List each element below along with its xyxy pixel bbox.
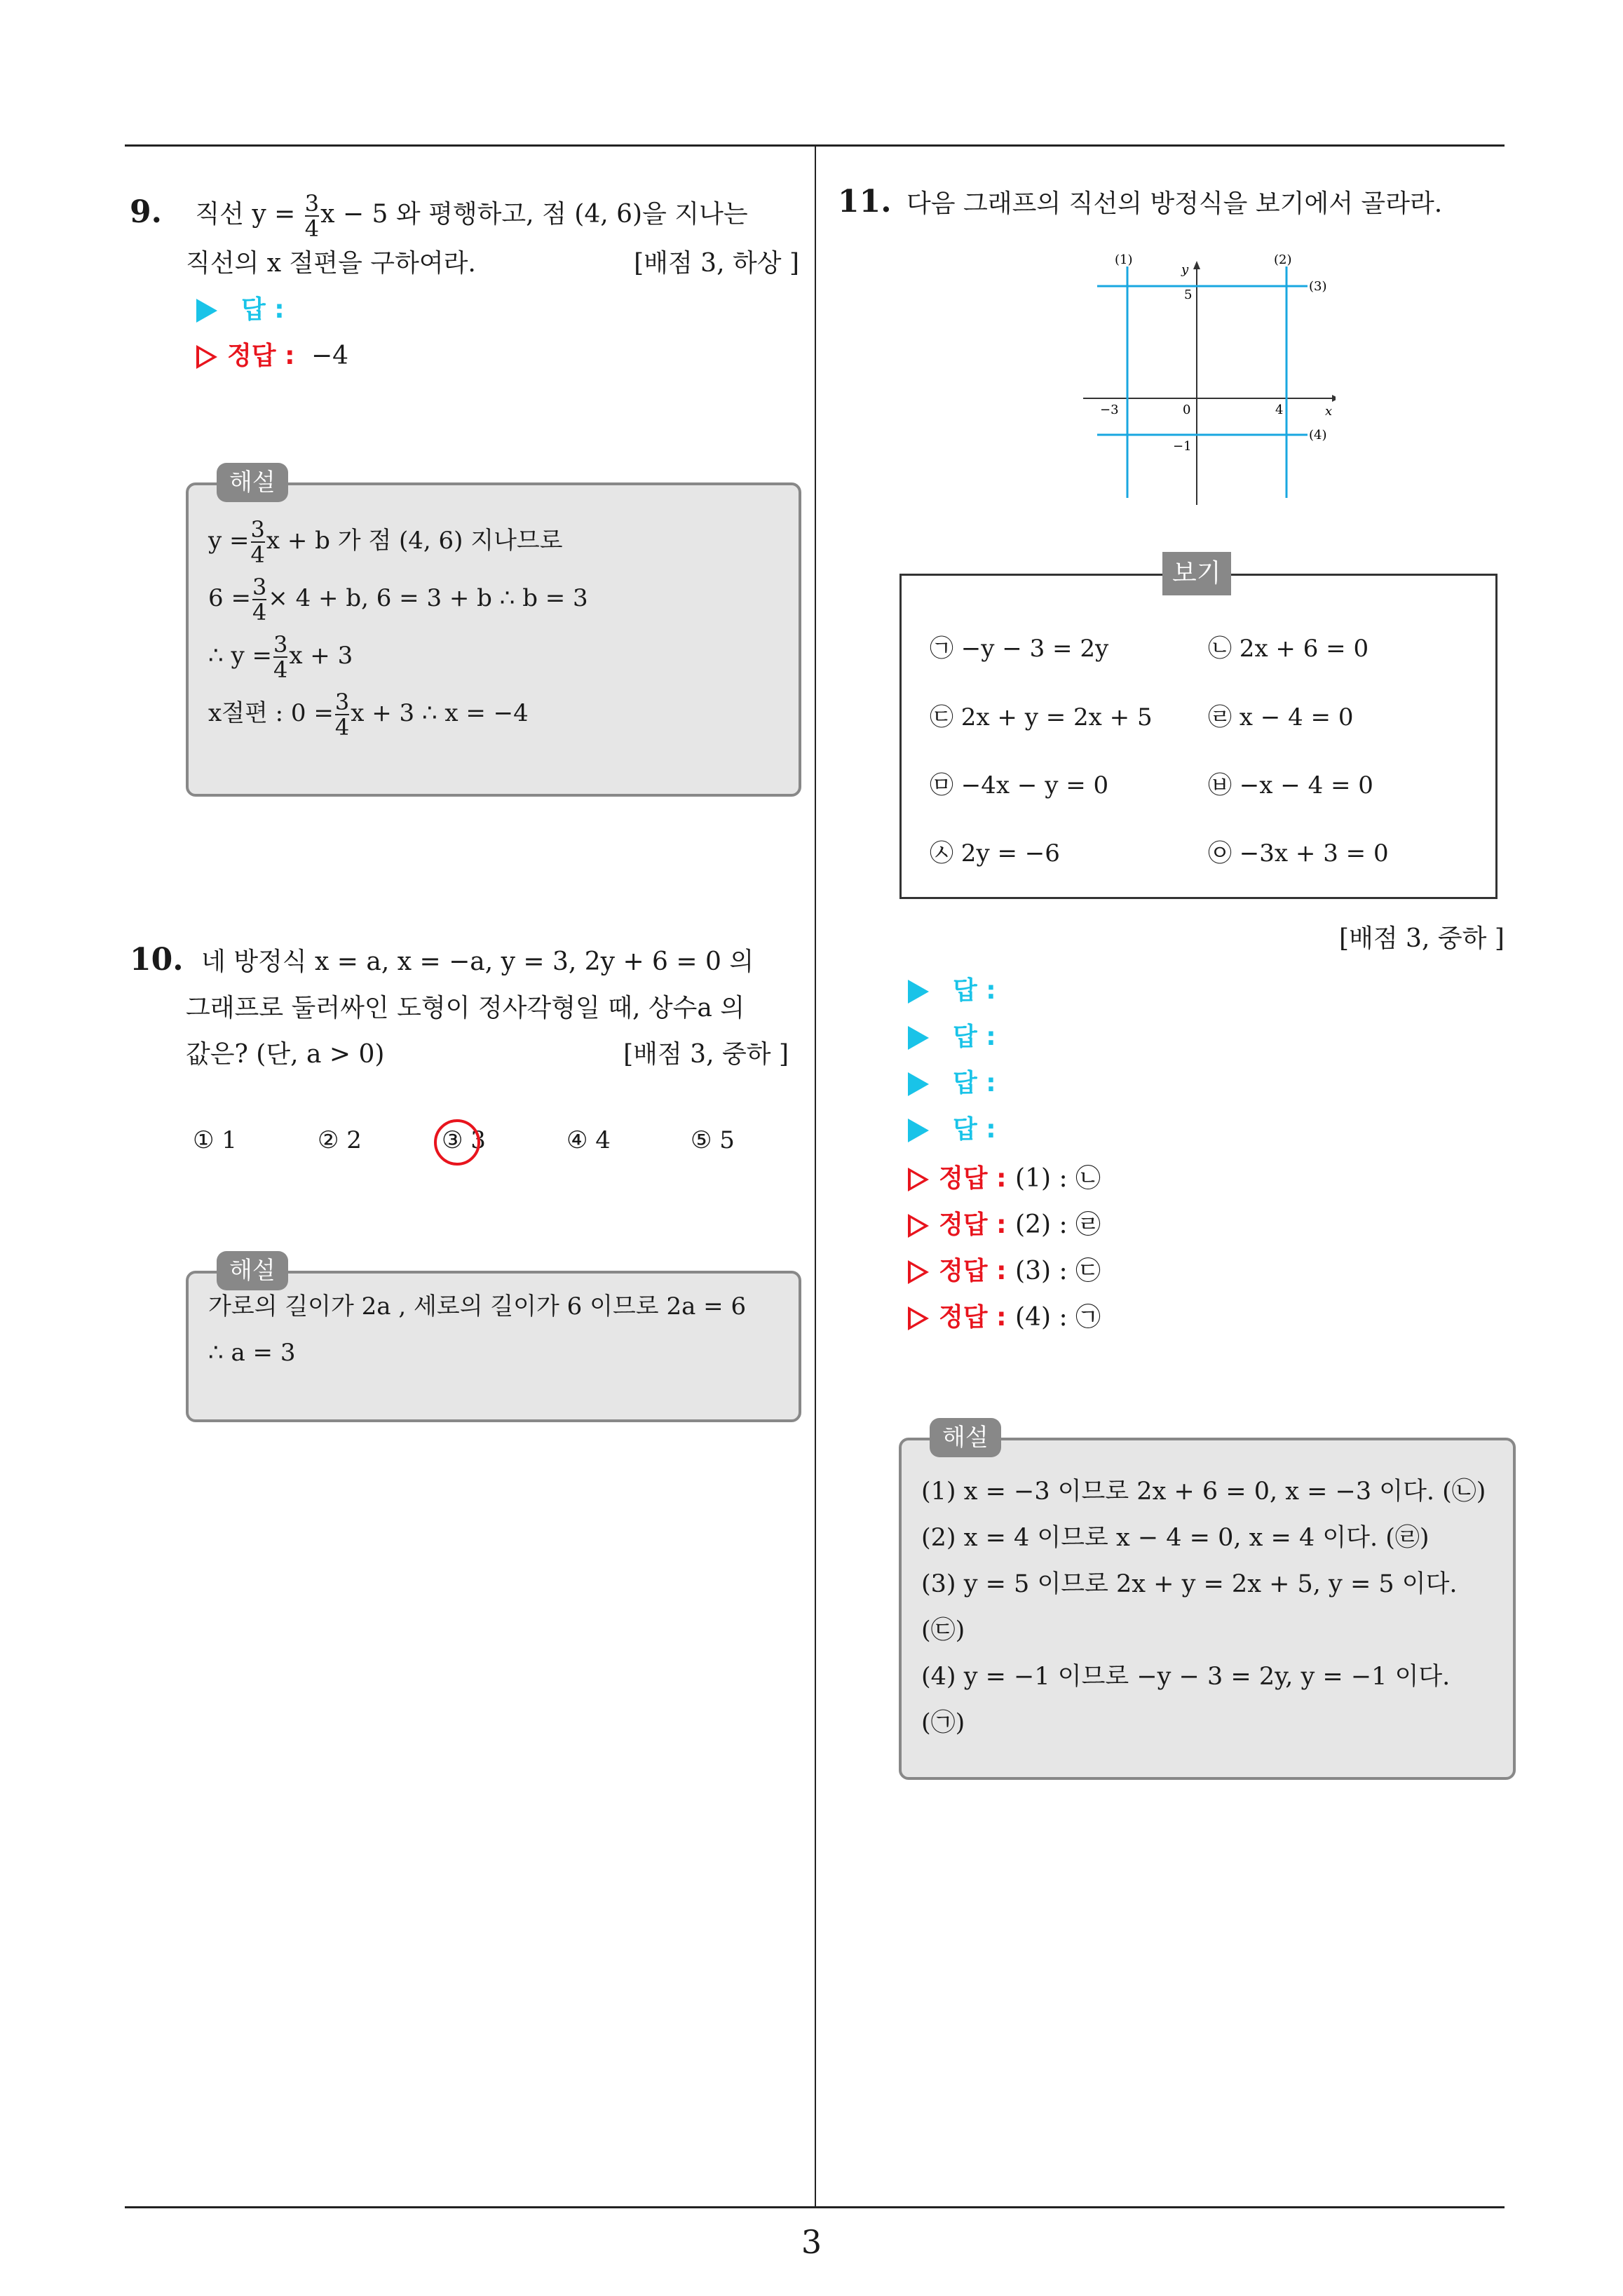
bogi-item: ㉤ −4x − y = 0 [930, 771, 1109, 799]
question-9 [130, 189, 803, 379]
q9-text-pre: 직선 y = [195, 200, 296, 229]
q11-answer-label: 답 : [953, 1022, 996, 1051]
line-label-1: (1) [1115, 252, 1133, 267]
q9-explanation-box [186, 468, 801, 797]
q9-text-post: x − 5 와 평행하고, 점 (4, 6)을 지나는 [320, 200, 748, 229]
choice-5[interactable]: ⑤ 5 [691, 1126, 735, 1154]
q11-explanation-lines [921, 1468, 1486, 1746]
choice-1[interactable]: ① 1 [193, 1126, 237, 1154]
choice-2[interactable]: ② 2 [318, 1126, 362, 1154]
q9-explanation-lines [208, 512, 588, 742]
q10-meta: [배점 3, 중하 ] [623, 1040, 789, 1069]
q9-answer-row [130, 287, 803, 333]
q10-number: 10. [130, 942, 184, 978]
q9-correct-label: 정답 : [227, 342, 295, 370]
column-divider [815, 144, 816, 2208]
answer-arrow-icon [908, 980, 929, 1004]
q10-explanation-box [186, 1257, 801, 1422]
q10-text-line1: 네 방정식 x = a, x = −a, y = 3, 2y + 6 = 0 의 [201, 947, 754, 976]
q9-fraction: $\frac{3}{4}$ [304, 190, 320, 242]
q11-answer-label: 답 : [953, 1069, 996, 1098]
q10-choices [193, 1126, 796, 1168]
q11-graph [1083, 252, 1336, 505]
q11-correct-label: 정답 : [939, 1210, 1007, 1239]
correct-arrow-icon [908, 1260, 929, 1284]
q9-text-line2: 직선의 x 절편을 구하여라. [186, 249, 476, 278]
explain-line: (1) x = −3 이므로 2x + 6 = 0, x = −3 이다. (㉡) [921, 1478, 1486, 1506]
x-axis-label: x [1325, 404, 1333, 419]
choice-3[interactable]: ③ 3 [442, 1126, 486, 1154]
bogi-item: ㉡ 2x + 6 = 0 [1208, 635, 1369, 663]
question-11 [838, 179, 1511, 227]
tick-label-minus1: −1 [1173, 439, 1192, 454]
q11-answers [908, 968, 1101, 1341]
bogi-item: ㉥ −x − 4 = 0 [1208, 771, 1373, 799]
line-label-3: (3) [1309, 279, 1327, 294]
line-label-4: (4) [1309, 428, 1327, 443]
x-axis-arrow-icon [1332, 395, 1336, 402]
q9-number: 9. [130, 194, 162, 230]
explain-line: (㉢) [921, 1616, 965, 1645]
bogi-item: ㉠ −y − 3 = 2y [930, 635, 1109, 663]
q11-correct-label: 정답 : [939, 1303, 1007, 1332]
q11-number: 11. [838, 184, 892, 220]
q9-meta: [배점 3, 하상 ] [634, 249, 799, 278]
selected-circle-mark [434, 1119, 480, 1166]
q9-answer-label: 답 : [241, 295, 285, 324]
answer-arrow-icon [196, 299, 217, 323]
q11-correct-value-4: (4) : ㉠ [1015, 1303, 1101, 1332]
answer-arrow-icon [908, 1026, 929, 1050]
q11-correct-value-3: (3) : ㉢ [1015, 1257, 1101, 1285]
q10-line3 [130, 1032, 803, 1078]
bogi-item: ㉢ 2x + y = 2x + 5 [930, 703, 1153, 731]
q10-line1 [130, 937, 803, 985]
q9-correct-value: −4 [311, 342, 349, 370]
explain-line: (4) y = −1 이므로 −y − 3 = 2y, y = −1 이다. [921, 1663, 1451, 1691]
correct-arrow-icon [908, 1214, 929, 1238]
explain-line: (㉠) [921, 1709, 965, 1737]
line-label-2: (2) [1274, 252, 1292, 267]
correct-arrow-icon [908, 1168, 929, 1191]
q10-explanation-lines [208, 1283, 746, 1376]
bogi-item: ㉧ −3x + 3 = 0 [1208, 839, 1389, 867]
explain-line: ∴ a = 3 [208, 1339, 296, 1367]
choice-4[interactable]: ④ 4 [566, 1126, 611, 1154]
q9-explanation-tag: 해설 [217, 463, 288, 502]
bogi-tag: 보기 [1162, 552, 1231, 595]
explain-line: y = $\frac{3}{4}$ x + b 가 점 (4, 6) 지나므로 [208, 516, 563, 568]
explain-line: 6 = $\frac{3}{4}$ × 4 + b, 6 = 3 + b ∴ b = 3 [208, 574, 588, 626]
q9-line1 [130, 189, 803, 241]
tick-label-4: 4 [1275, 403, 1284, 417]
q11-correct-value-2: (2) : ㉣ [1015, 1210, 1101, 1239]
explain-line: x절편 : 0 = $\frac{3}{4}$ x + 3 ∴ x = −4 [208, 689, 529, 741]
q11-correct-label: 정답 : [939, 1164, 1007, 1193]
q11-answer-label: 답 : [953, 976, 996, 1005]
q11-text: 다음 그래프의 직선의 방정식을 보기에서 골라라. [906, 189, 1443, 218]
q10-explanation-tag: 해설 [217, 1251, 288, 1290]
q11-explanation-tag: 해설 [930, 1418, 1001, 1457]
q11-correct-label: 정답 : [939, 1257, 1007, 1285]
tick-label-origin: 0 [1183, 403, 1191, 417]
q11-correct-value-1: (1) : ㉡ [1015, 1164, 1101, 1193]
correct-arrow-icon [196, 345, 217, 369]
q11-meta: [배점 3, 중하 ] [1339, 924, 1505, 953]
q9-correct-row [130, 333, 803, 379]
q11-line1 [838, 179, 1511, 227]
y-axis-arrow-icon [1193, 261, 1200, 269]
answer-arrow-icon [908, 1072, 929, 1096]
explain-line: (2) x = 4 이므로 x − 4 = 0, x = 4 이다. (㉣) [921, 1524, 1430, 1552]
q10-text-line2: 그래프로 둘러싸인 도형이 정사각형일 때, 상수a 의 [186, 994, 745, 1022]
explain-line: ∴ y = $\frac{3}{4}$ x + 3 [208, 631, 353, 683]
answer-arrow-icon [908, 1119, 929, 1142]
y-axis-label: y [1181, 262, 1189, 277]
q10-text-line3: 값은? (단, a > 0) [186, 1040, 385, 1069]
bogi-item: ㉣ x − 4 = 0 [1208, 703, 1354, 731]
explain-line: 가로의 길이가 2a , 세로의 길이가 6 이므로 2a = 6 [208, 1292, 747, 1321]
page-number: 3 [801, 2223, 822, 2261]
tick-label-5: 5 [1184, 288, 1193, 302]
q11-answer-label: 답 : [953, 1115, 996, 1144]
explain-line: (3) y = 5 이므로 2x + y = 2x + 5, y = 5 이다. [921, 1570, 1458, 1598]
bogi-item: ㉦ 2y = −6 [930, 839, 1060, 867]
bogi-box [899, 559, 1498, 899]
question-10 [130, 937, 803, 1078]
q11-explanation-box [899, 1424, 1516, 1780]
bottom-rule [125, 2206, 1505, 2208]
tick-label-minus3: −3 [1100, 403, 1119, 417]
correct-arrow-icon [908, 1306, 929, 1330]
q9-line2 [130, 241, 803, 287]
